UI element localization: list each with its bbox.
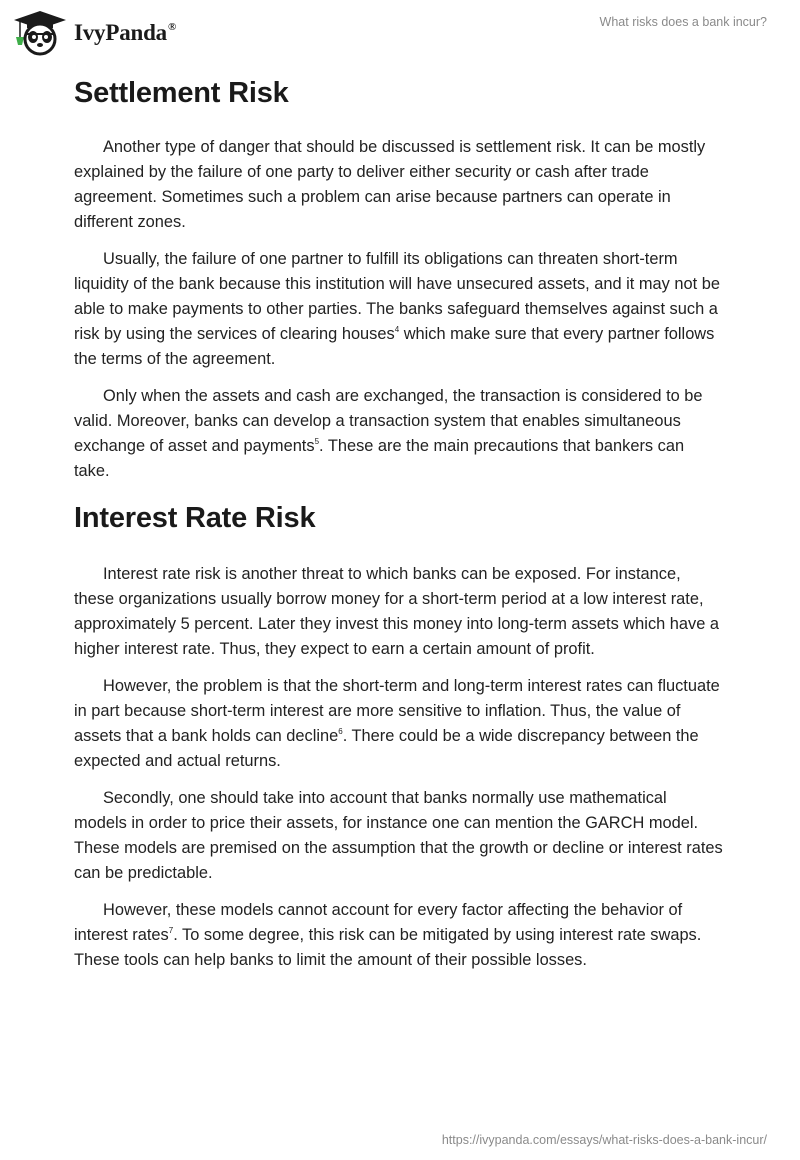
footnote-ref[interactable]: 5: [314, 437, 320, 446]
footnote-ref[interactable]: 4: [394, 325, 400, 334]
logo-wordmark: IvyPanda®: [74, 20, 177, 45]
panda-graduate-icon: [12, 9, 68, 57]
paragraph: Interest rate risk is another threat to which banks can be exposed. For instance, these organizations usually borrow money for a short-term period at a low interest rate, approximately 5 percent. Later they invest this money into long-term assets which have a higher interest rate. Thus, they expect to earn a certain amount of profit.: [74, 565, 720, 658]
footnote-ref[interactable]: 6: [338, 727, 343, 736]
paragraph: Usually, the failure of one partner to fulfill its obligations can threaten short-term liquidity of the bank because this institution will have unsecured assets, and it may not be able to make payments to other parties. The banks safeguard themselves against such a risk by using the services of clearing houses$^4$ which make sure that every partner follows the terms of the agreement.: [74, 250, 720, 368]
source-url[interactable]: https://ivypanda.com/essays/what-risks-does-a-bank-incur/: [441, 1133, 767, 1147]
page-header: [0, 0, 800, 70]
section-heading-interest-rate-risk: Interest Rate Risk: [74, 502, 316, 534]
footnote-ref[interactable]: 7: [168, 926, 174, 935]
document-title: What risks does a bank incur?: [599, 15, 767, 29]
paragraph: Another type of danger that should be discussed is settlement risk. It can be mostly explained by the failure of one party to deliver either security or cash after trade agreement. Sometimes such a problem can arise because partners can operate in different zones.: [74, 138, 706, 231]
article-body: [74, 68, 724, 985]
ivypanda-logo[interactable]: [12, 9, 176, 57]
paragraph: Secondly, one should take into account that banks normally use mathematical models in order to price their assets, for instance one can mention the GARCH model. These models are premised on the assumption that the growth or decline or interest rates can be predictable.: [74, 789, 723, 882]
paragraph: However, the problem is that the short-term and long-term interest rates can fluctuate in part because short-term interest are more sensitive to inflation. Thus, the value of assets that a bank holds can decline$^6$. There could be a wide discrepancy between the expected and actual returns.: [74, 677, 720, 770]
paragraph: However, these models cannot account for every factor affecting the behavior of interest rates$^7$. To some degree, this risk can be mitigated by using interest rate swaps. These tools can help banks to limit the amount of their possible losses.: [74, 901, 702, 969]
section-heading-settlement-risk: Settlement Risk: [74, 77, 289, 109]
paragraph: Only when the assets and cash are exchanged, the transaction is considered to be valid. Moreover, banks can develop a transaction system that enables simultaneous exchange of asset and payments$^5$. These are the main precautions that bankers can take.: [74, 387, 703, 480]
